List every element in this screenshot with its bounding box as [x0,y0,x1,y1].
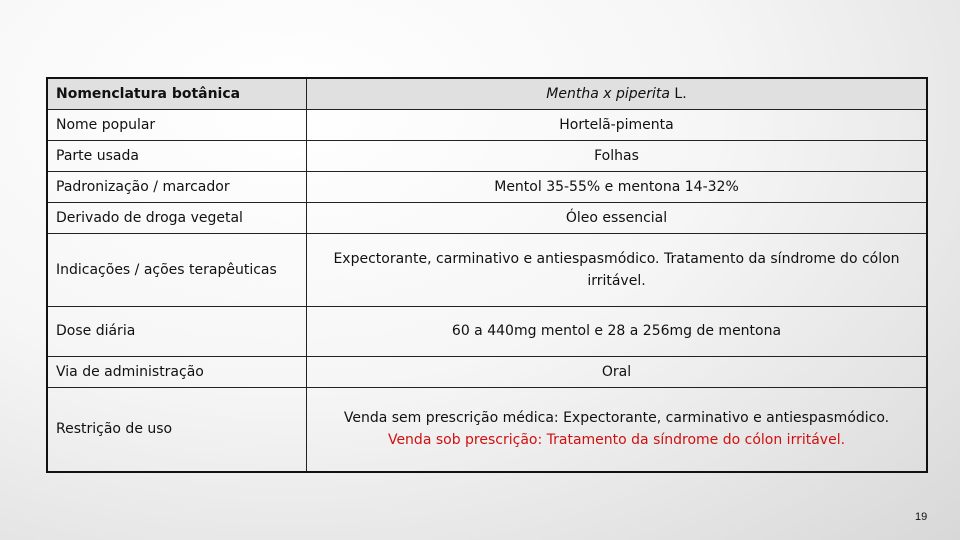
table-row [47,387,927,472]
row-value: 60 a 440mg mentol e 28 a 256mg de mentona [307,306,928,356]
row-label: Restrição de uso [47,387,307,472]
row-label: Derivado de droga vegetal [47,202,307,233]
row-value: Expectorante, carminativo e antiespasmódico. Tratamento da síndrome do cólon irritável. [307,233,928,306]
prescription-restriction: Venda sob prescrição: Tratamento da síndrome do cólon irritável. [387,432,846,449]
row-value [307,387,928,472]
row-label: Nome popular [47,109,307,140]
monograph-table [46,77,928,473]
row-value: Mentol 35-55% e mentona 14-32% [307,171,928,202]
table-row [47,78,927,109]
row-value: Hortelã-pimenta [307,109,928,140]
row-label: Dose diária [47,306,307,356]
table-row [47,202,927,233]
table-row [47,109,927,140]
row-value: Folhas [307,140,928,171]
author-suffix: L. [669,85,687,102]
table-row [47,233,927,306]
row-label: Padronização / marcador [47,171,307,202]
table-row [47,306,927,356]
scientific-name: Mentha x piperita [546,85,670,102]
otc-restriction: Venda sem prescrição médica: Expectorante, carminativo e antiespasmódico. [343,410,890,427]
row-label: Indicações / ações terapêuticas [47,233,307,306]
row-label: Nomenclatura botânica [47,78,307,109]
row-value: Óleo essencial [307,202,928,233]
table-row [47,171,927,202]
row-label: Parte usada [47,140,307,171]
row-label: Via de administração [47,356,307,387]
page-number: 19 [915,511,928,523]
table-row [47,356,927,387]
row-value: Oral [307,356,928,387]
row-value [307,78,928,109]
table-row [47,140,927,171]
